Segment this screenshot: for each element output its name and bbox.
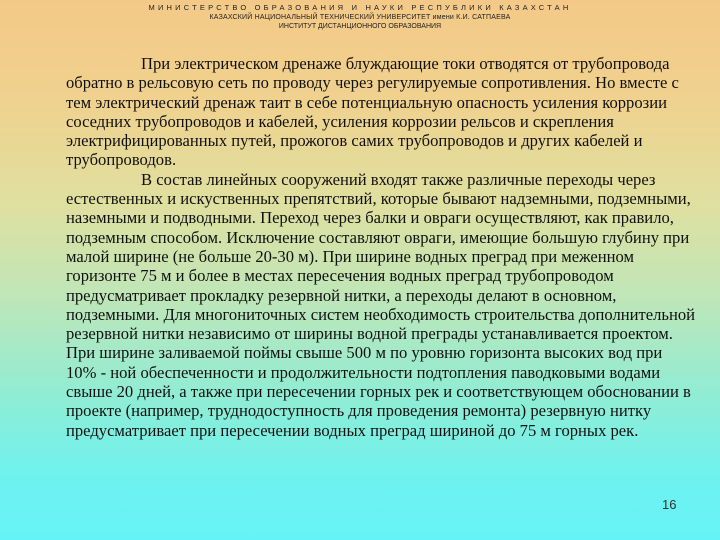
university-title: КАЗАХСКИЙ НАЦИОНАЛЬНЫЙ ТЕХНИЧЕСКИЙ УНИВЕРСИТЕТ имени К.И. САТПАЕВА: [209, 14, 511, 21]
institute-title: ИНСТИТУТ ДИСТАНЦИОННОГО ОБРАЗОВАНИЯ: [278, 23, 442, 30]
paragraph-2-text: В состав линейных сооружений входят также различные переходы через естественных и искуственных препятствий, которые бывают надземными, подземными, наземными и подводными. Переход через балки и овраги осуществляют, как правило, подземным способом. Исключение составляют овраги, имеющие большую глубину при малой ширине (не больше 20-30 м). При ширине водных преград при меженном горизонте 75 м и более в местах пересечения водных преград трубопроводом предусматривает прокладку резервной нитки, а переходы делают в основном, подземными. Для многониточных систем необходимость строительства дополнительной резервной нитки независимо от ширины водной преграды устанавливается проектом. При ширине заливаемой поймы свыше 500 м по уровню горизонта высоких вод при 10% - ной обеспеченности и продолжительности подтопления паводковыми водами свыше 20 дней, а также при пересечении горных рек и соответствующем обосновании в проекте (например, труднодоступность для проведения ремонта) резервную нитку предусматривает при пересечении водных преград шириной до 75 м горных рек.: [66, 169, 696, 440]
paragraph-1-text: При электрическом дренаже блуждающие токи отводятся от трубопровода обратно в рельсовую сеть по проводу через регулируемые сопротивления. Но вместе с тем электрический дренаж таит в себе потенциальную опасность усиления коррозии соседних трубопроводов и кабелей, усиления коррозии рельсов и скрепления электрифицированных путей, прожогов самих трубопроводов и других кабелей и трубопроводов.: [66, 54, 679, 170]
slide-header: [0, 3, 720, 31]
paragraph-1: [66, 54, 696, 170]
page-number: 16: [662, 497, 677, 512]
ministry-title: МИНИСТЕРСТВО ОБРАЗОВАНИЯ И НАУКИ РЕСПУБЛИКИ КАЗАХСТАН: [148, 3, 572, 12]
slide-body-text: [66, 54, 696, 440]
paragraph-2: [66, 170, 696, 440]
